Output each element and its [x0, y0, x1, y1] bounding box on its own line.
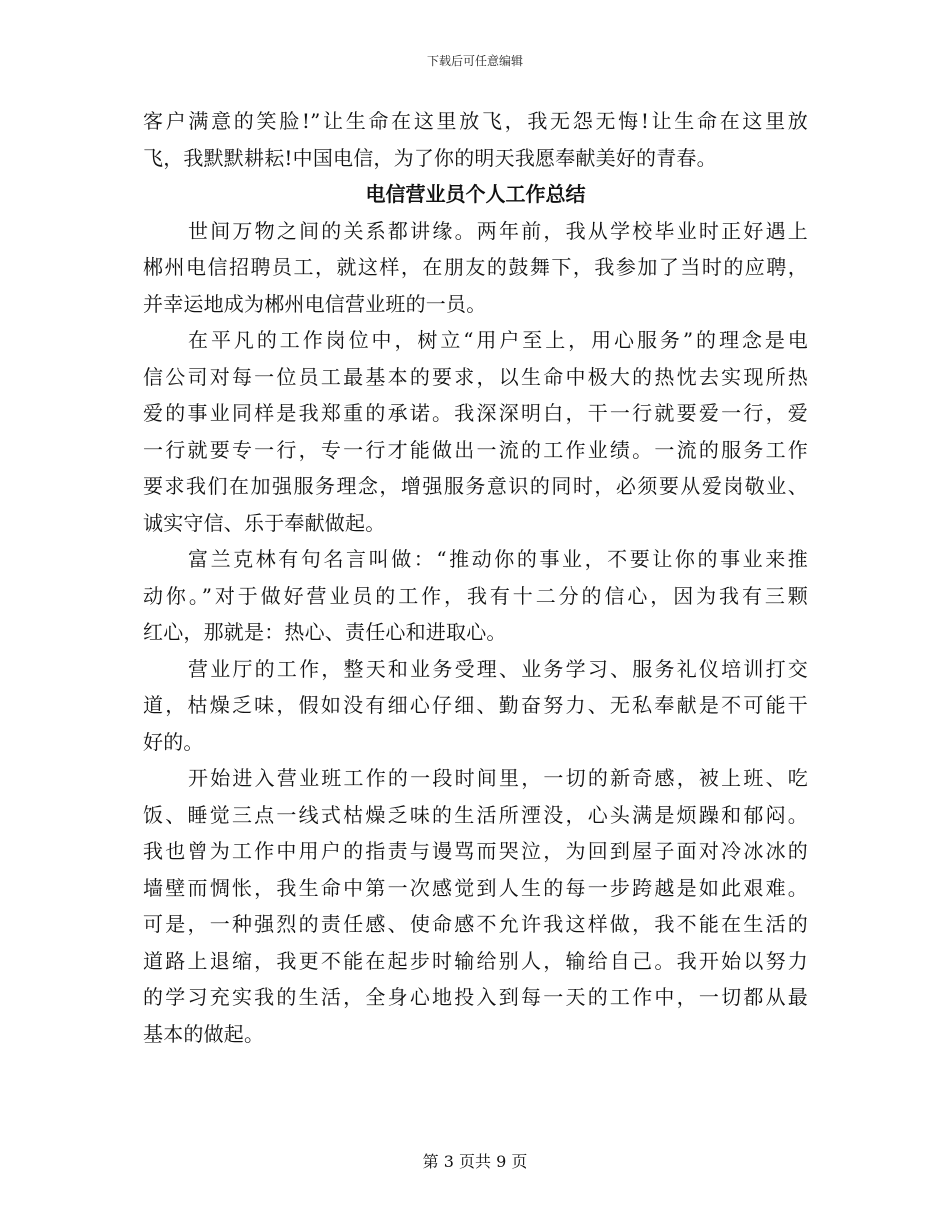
- text-line: 我也曾为工作中用户的指责与谩骂而哭泣，为回到屋子面对冷冰冰的: [143, 839, 808, 863]
- text-line: 的学习充实我的生活，全身心地投入到每一天的工作中，一切都从最: [143, 985, 808, 1009]
- text-line: 并幸运地成为郴州电信营业班的一员。: [143, 291, 487, 316]
- text-line: 营业厅的工作，整天和业务受理、业务学习、服务礼仪培训打交: [188, 656, 808, 681]
- text-line: 墙壁而惆怅，我生命中第一次感觉到人生的每一步跨越是如此艰难。: [143, 875, 808, 900]
- text-line: 红心，那就是：热心、责任心和进取心。: [143, 620, 507, 644]
- page-number: 第 3 页共 9 页: [422, 1152, 528, 1171]
- text-line: 飞，我默默耕耘!中国电信，为了你的明天我愿奉献美好的青春。: [143, 145, 717, 170]
- text-line: 世间万物之间的关系都讲缘。两年前，我从学校毕业时正好遇上: [188, 218, 808, 243]
- section-title: 电信营业员个人工作总结: [365, 182, 586, 206]
- paragraph: [143, 651, 808, 761]
- paragraph: [143, 213, 808, 323]
- text-line: 饭、睡觉三点一线式枯燥乏味的生活所湮没，心头满是烦躁和郁闷。: [143, 802, 808, 827]
- text-line: 一行就要专一行，专一行才能做出一流的工作业绩。一流的服务工作: [143, 437, 808, 462]
- text-line: 要求我们在加强服务理念，增强服务意识的同时，必须要从爱岗敬业、: [143, 474, 808, 498]
- text-line: 开始进入营业班工作的一段时间里，一切的新奇感，被上班、吃: [188, 766, 808, 790]
- text-line: 诚实守信、乐于奉献做起。: [143, 510, 386, 535]
- text-line: 郴州电信招聘员工，就这样，在朋友的鼓舞下，我参加了当时的应聘，: [143, 255, 808, 279]
- page-header: 下载后可任意编辑: [426, 54, 523, 68]
- text-line: 爱的事业同样是我郑重的承诺。我深深明白，干一行就要爱一行，爱: [143, 401, 808, 425]
- text-line: 在平凡的工作岗位中，树立“用户至上，用心服务”的理念是电: [188, 328, 808, 352]
- paragraph: [143, 541, 808, 651]
- text-line: 动你。”对于做好营业员的工作，我有十二分的信心，因为我有三颗: [143, 583, 808, 608]
- text-line: 基本的做起。: [143, 1021, 265, 1046]
- text-line: 好的。: [143, 729, 204, 754]
- text-line: 信公司对每一位员工最基本的要求，以生命中极大的热忱去实现所热: [143, 364, 808, 389]
- document-body: [143, 103, 808, 1052]
- text-line: 道，枯燥乏味，假如没有细心仔细、勤奋努力、无私奉献是不可能干: [143, 693, 808, 717]
- text-line: 富兰克林有句名言叫做：“推动你的事业，不要让你的事业来推: [188, 547, 808, 571]
- text-line: 客户满意的笑脸!”让生命在这里放飞，我无怨无悔!让生命在这里放: [143, 109, 808, 133]
- text-line: 可是，一种强烈的责任感、使命感不允许我这样做，我不能在生活的: [143, 912, 808, 936]
- text-line: 道路上退缩，我更不能在起步时输给别人，输给自己。我开始以努力: [143, 948, 808, 973]
- paragraph: [143, 760, 808, 1052]
- paragraph: [143, 322, 808, 541]
